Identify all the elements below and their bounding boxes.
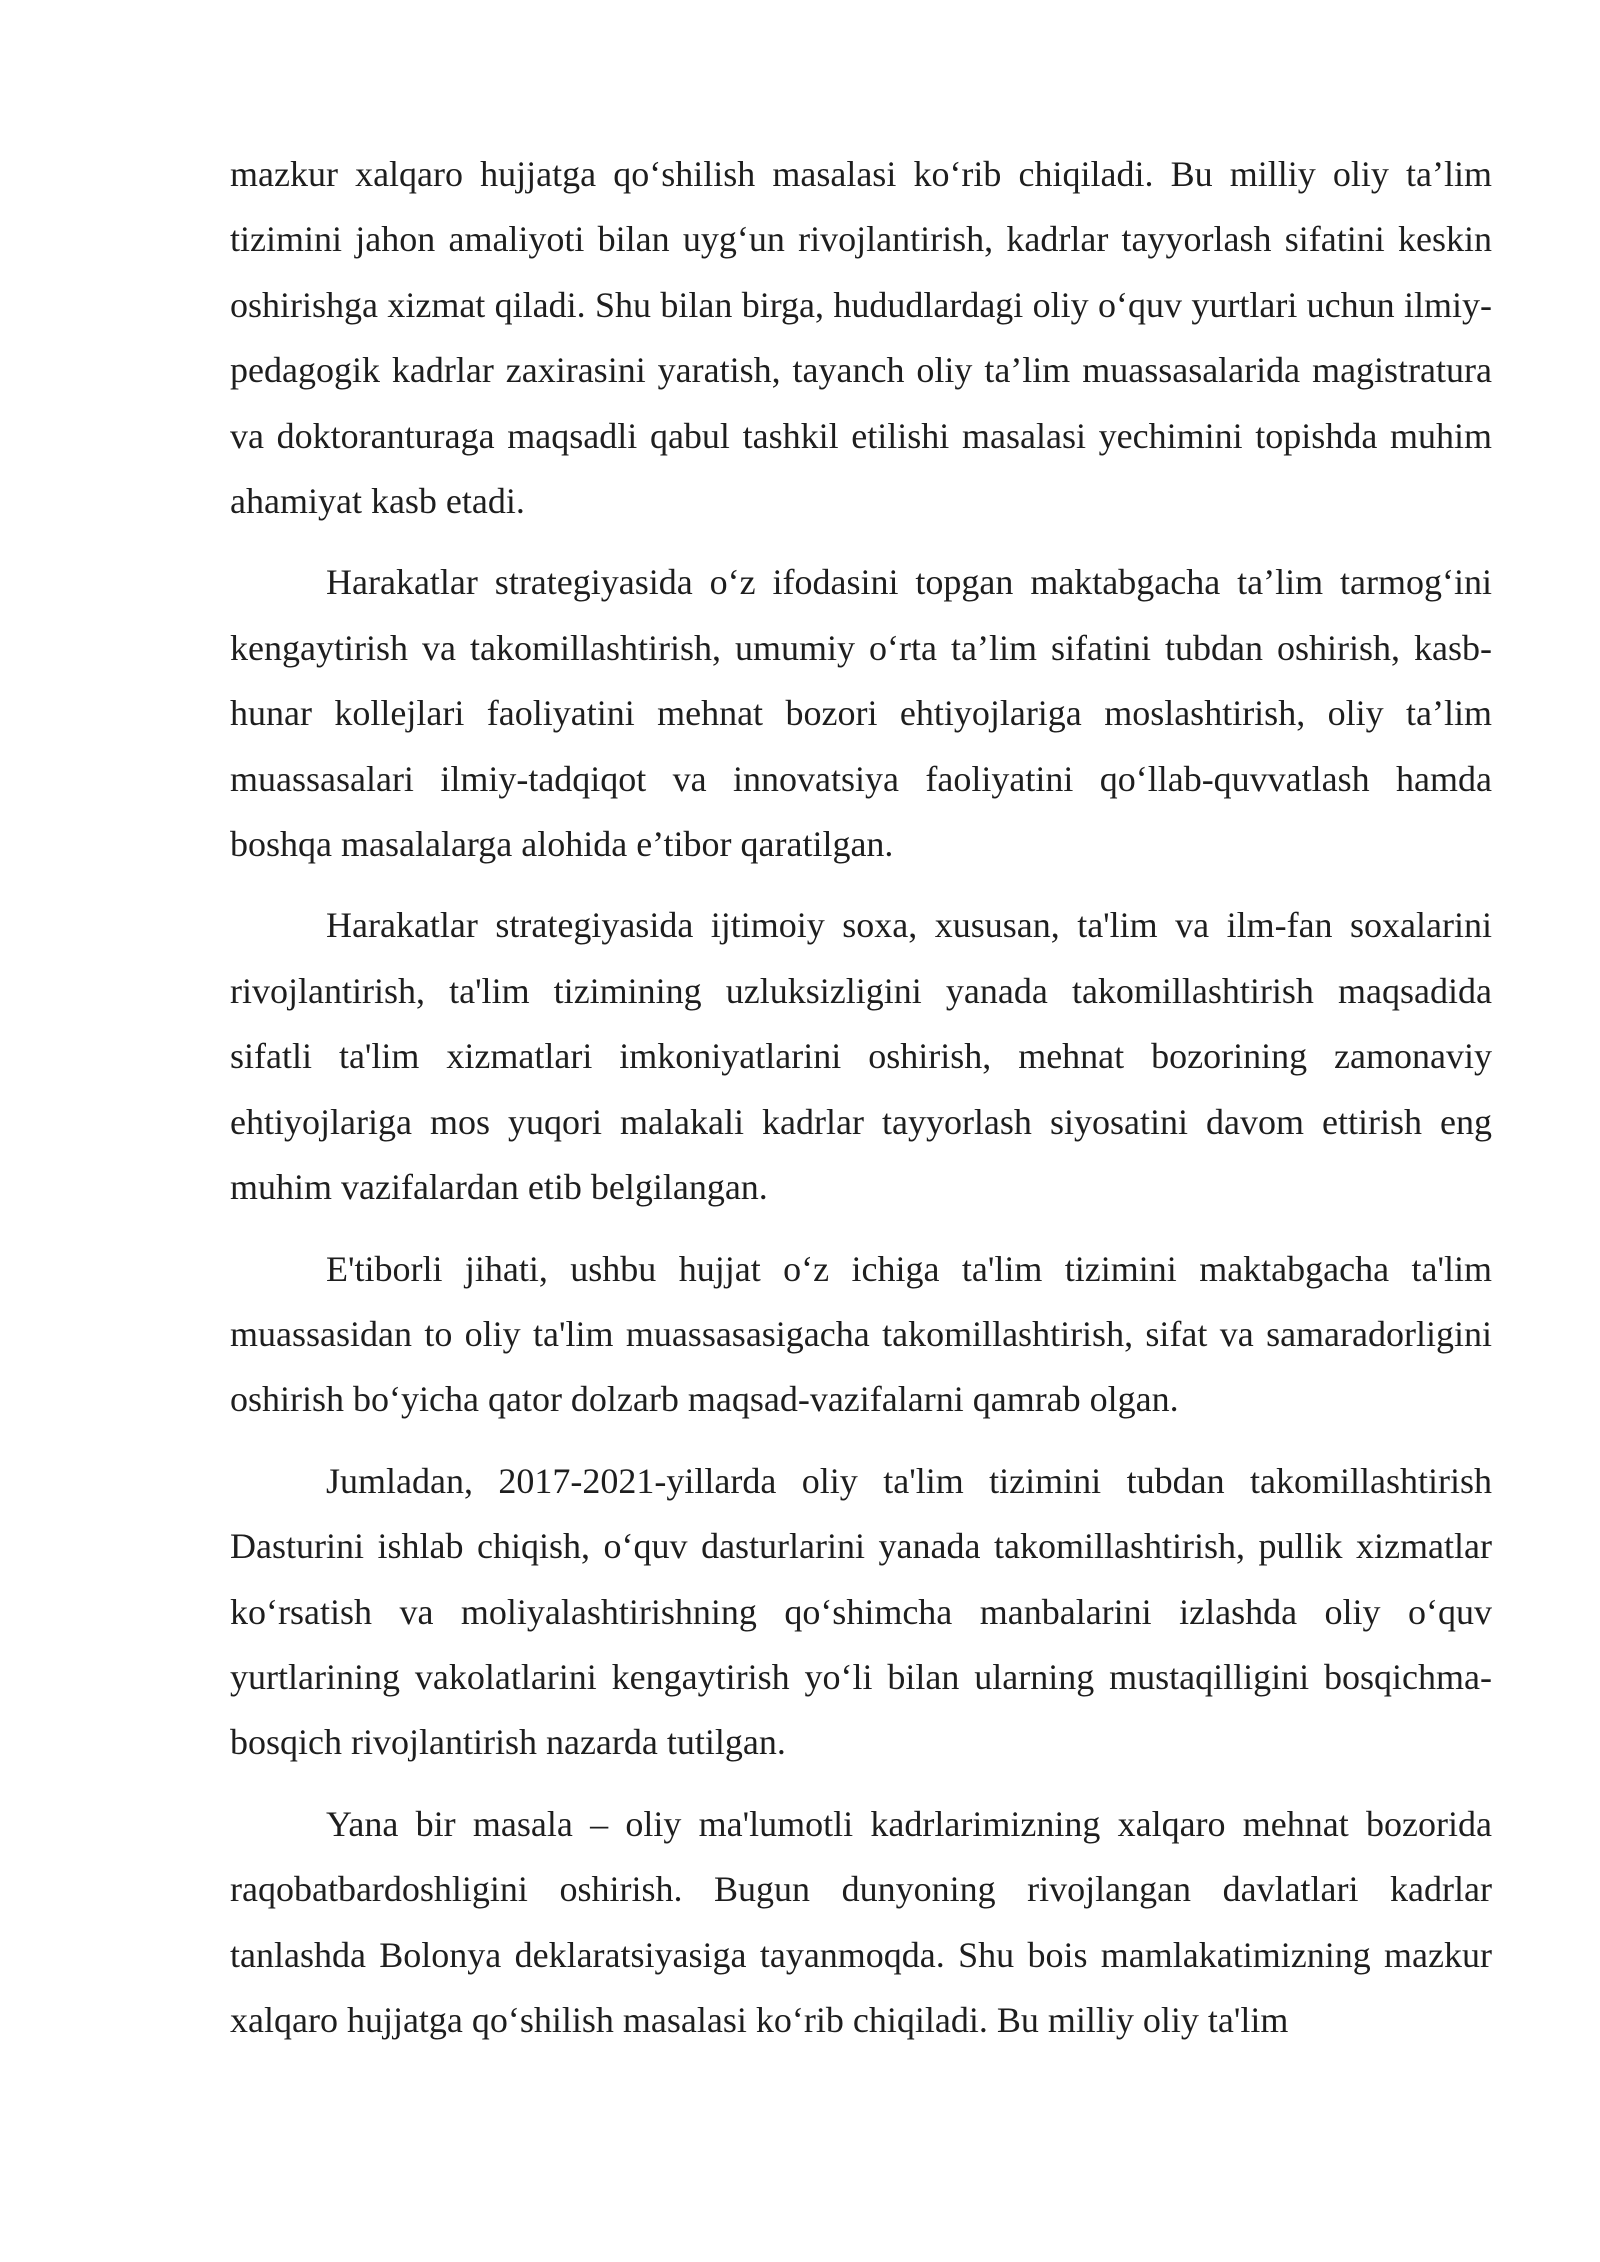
paragraph-higher-education-program: Jumladan, 2017-2021-yillarda oliy ta'lim tizimini tubdan takomillashtirish Dasturini ishlab chiqish, o‘quv dasturlarini yanada takomillashtirish, pullik xizmatlar ko‘rsatish va moliyalashtirishning qo‘shimcha manbalarini izlashda oliy o‘quv yurtlarining vakolatlarini kengaytirish yo‘li bilan ularning mustaqilligini bosqichma-bosqich rivojlantirish nazarda tutilgan. bbox=[230, 1460, 1492, 1763]
paragraph-notable-aspect: E'tiborli jihati, ushbu hujjat o‘z ichiga ta'lim tizimini maktabgacha ta'lim muassasidan to oliy ta'lim muassasasigacha takomillashtirish, sifat va samaradorligini oshirish bo‘yicha qator dolzarb maqsad-vazifalarni qamrab olgan. bbox=[230, 1248, 1492, 1420]
paragraph-social-sphere: Harakatlar strategiyasida ijtimoiy soxa, xususan, ta'lim va ilm-fan soxalarini rivojlantirish, ta'lim tizimining uzluksizligini yanada takomillashtirish maqsadida sifatli ta'lim xizmatlari imkoniyatlarini oshirish, mehnat bozorining zamonaviy ehtiyojlariga mos yuqori malakali kadrlar tayyorlash siyosatini davom ettirish eng muhim vazifalardan etib belgilangan. bbox=[230, 905, 1492, 1208]
paragraph-action-strategy-education: Harakatlar strategiyasida o‘z ifodasini topgan maktabgacha ta’lim tarmog‘ini kengaytirish va takomillashtirish, umumiy o‘rta ta’lim sifatini tubdan oshirish, kasb-hunar kollejlari faoliyatini mehnat bozori ehtiyojlariga moslashtirish, oliy ta’lim muassasalari ilmiy-tadqiqot va innovatsiya faoliyatini qo‘llab-quvvatlash hamda boshqa masalalarga alohida e’tibor qaratilgan. bbox=[230, 562, 1492, 865]
document-page bbox=[230, 142, 1492, 2069]
paragraph-continued: mazkur xalqaro hujjatga qo‘shilish masalasi ko‘rib chiqiladi. Bu milliy oliy ta’lim tizimini jahon amaliyoti bilan uyg‘un rivojlantirish, kadrlar tayyorlash sifatini keskin oshirishga xizmat qiladi. Shu bilan birga, hududlardagi oliy o‘quv yurtlari uchun ilmiy-pedagogik kadrlar zaxirasini yaratish, tayanch oliy ta’lim muassasalarida magistratura va doktoranturaga maqsadli qabul tashkil etilishi masalasi yechimini topishda muhim ahamiyat kasb etadi. bbox=[230, 154, 1492, 522]
paragraph-competitiveness: Yana bir masala – oliy ma'lumotli kadrlarimizning xalqaro mehnat bozorida raqobatbardoshligini oshirish. Bugun dunyoning rivojlangan davlatlari kadrlar tanlashda Bolonya deklaratsiyasiga tayanmoqda. Shu bois mamlakatimizning mazkur xalqaro hujjatga qo‘shilish masalasi ko‘rib chiqiladi. Bu milliy oliy ta'lim bbox=[230, 1803, 1492, 2040]
